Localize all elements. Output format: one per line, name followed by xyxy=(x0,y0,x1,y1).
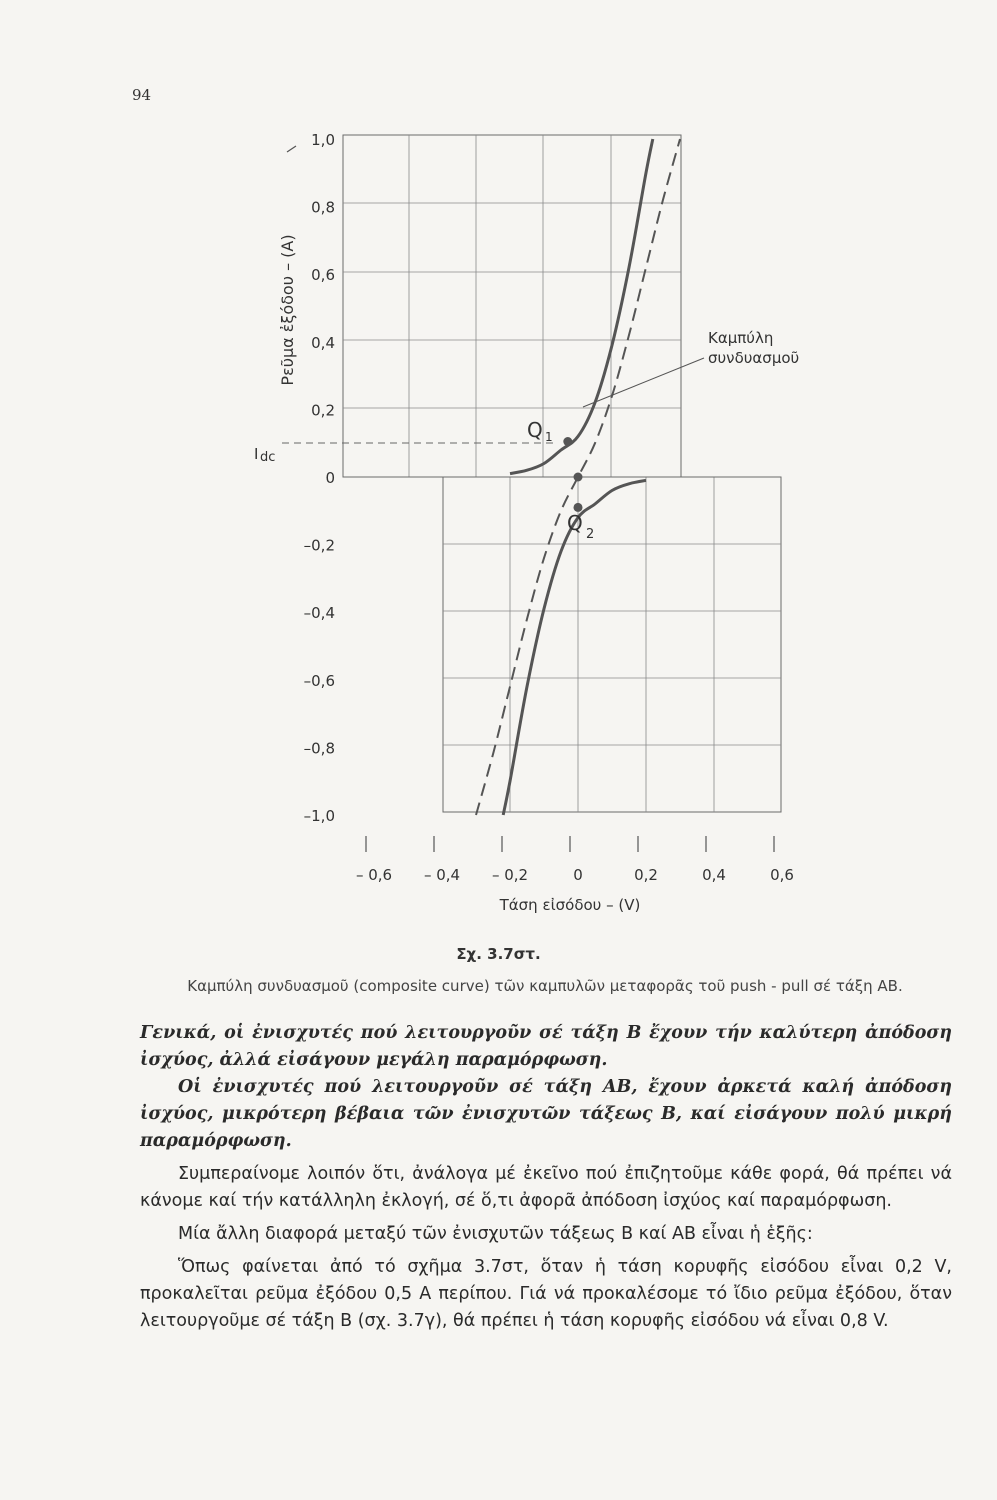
x-tick-label: – 0,4 xyxy=(423,866,461,884)
upper-grid xyxy=(343,135,681,477)
x-tick-label: 0,4 xyxy=(702,866,726,884)
idc-subscript: dc xyxy=(260,450,276,465)
y-tick-label: 0,8 xyxy=(311,198,335,217)
paragraph-2: Μία ἄλλη διαφορά μεταξύ τῶν ἐνισχυτῶν τάξεως Β καί ΑΒ εἶναι ἡ ἑξῆς: xyxy=(178,1224,813,1244)
y-axis-mark xyxy=(287,146,296,152)
x-tick-labels xyxy=(356,866,794,884)
y-axis-title: Ρεῦμα ἐξόδου – (A) xyxy=(278,234,297,386)
idc-label: I xyxy=(254,445,259,463)
x-tick-label: – 0,2 xyxy=(491,866,529,884)
y-tick-label: –1,0 xyxy=(303,807,335,825)
y-tick-label: 0 xyxy=(325,469,335,487)
x-tick-label: 0,2 xyxy=(634,866,658,884)
lower-grid xyxy=(443,477,781,812)
marker-origin xyxy=(574,473,583,482)
figure-number: Σχ. 3.7στ. xyxy=(456,945,541,963)
paragraph-3: Ὅπως φαίνεται ἀπό τό σχῆμα 3.7στ, ὅταν ἡ τάση κορυφῆς εἰσόδου εἶναι 0,2 V, προκαλεῖται ρεῦμα ἐξόδου 0,5 Α περίπου. Γιά νά προκαλέσομε τό ἴδιο ρεῦμα ἐξόδου, ὅταν λειτουργοῦμε σέ τάξη Β (σχ. 3.7γ), θά πρέπει ἡ τάση κορυφῆς εἰσόδου νά εἶναι 0,8 V. xyxy=(140,1257,952,1331)
q2-subscript: 2 xyxy=(586,527,595,542)
x-tick-label: 0,6 xyxy=(770,866,794,884)
y-tick-label: 0,6 xyxy=(311,266,335,285)
annotation-label-line2: συνδυασμοῦ xyxy=(708,349,800,367)
page-number: 94 xyxy=(132,86,152,104)
y-tick-label: 0,4 xyxy=(311,333,335,352)
paragraph-1: Συμπεραίνομε λοιπόν ὅτι, ἀνάλογα μέ ἐκεῖνο πού ἐπιζητοῦμε κάθε φορά, θά πρέπει νά κάνομε καί τήν κατάλληλη ἐκλογή, σέ ὅ,τι ἀφορᾶ ἀπόδοση ἰσχύος καί παραμόρφωση. xyxy=(140,1164,952,1211)
y-tick-label: –0,4 xyxy=(303,604,335,623)
body-text xyxy=(140,1020,952,1335)
y-tick-label: 0,2 xyxy=(311,401,335,420)
q1-label: Q xyxy=(527,418,543,442)
annotation-label-line1: Καμπύλη xyxy=(708,329,774,347)
x-axis-title: Τάση εἰσόδου – (V) xyxy=(499,896,641,914)
x-tick-label: 0 xyxy=(573,866,583,884)
y-tick-label: 1,0 xyxy=(311,131,335,149)
x-tick-marks xyxy=(366,836,774,852)
y-tick-label: –0,8 xyxy=(303,739,335,758)
y-tick-labels xyxy=(304,131,335,825)
bold-paragraph-2: Οἱ ἐνισχυτές πού λειτουργοῦν σέ τάξη ΑΒ, ἔχουν ἀρκετά καλή ἀπόδοση ἰσχύος, μικρότερη βέβαια τῶν ἐνισχυτῶν τάξεως Β, καί εἰσάγουν πολύ μικρή παραμόρφωση. xyxy=(140,1077,952,1151)
marker-q1 xyxy=(563,437,572,446)
y-tick-label: –0,6 xyxy=(303,671,335,690)
figure-caption: Καμπύλη συνδυασμοῦ (composite curve) τῶν καμπυλῶν μεταφορᾶς τοῦ push - pull σέ τάξη ΑΒ. xyxy=(187,977,903,995)
q1-subscript: 1 xyxy=(545,430,553,444)
bold-paragraph-1: Γενικά, οἱ ἐνισχυτές πού λειτουργοῦν σέ τάξη Β ἔχουν τήν καλύτερη ἀπόδοση ἰσχύος, ἀλλά εἰσάγουν μεγάλη παραμόρφωση. xyxy=(140,1023,952,1070)
y-tick-label: –0,2 xyxy=(303,536,335,555)
x-tick-label: – 0,6 xyxy=(355,866,393,884)
q2-label: Q xyxy=(567,511,583,535)
